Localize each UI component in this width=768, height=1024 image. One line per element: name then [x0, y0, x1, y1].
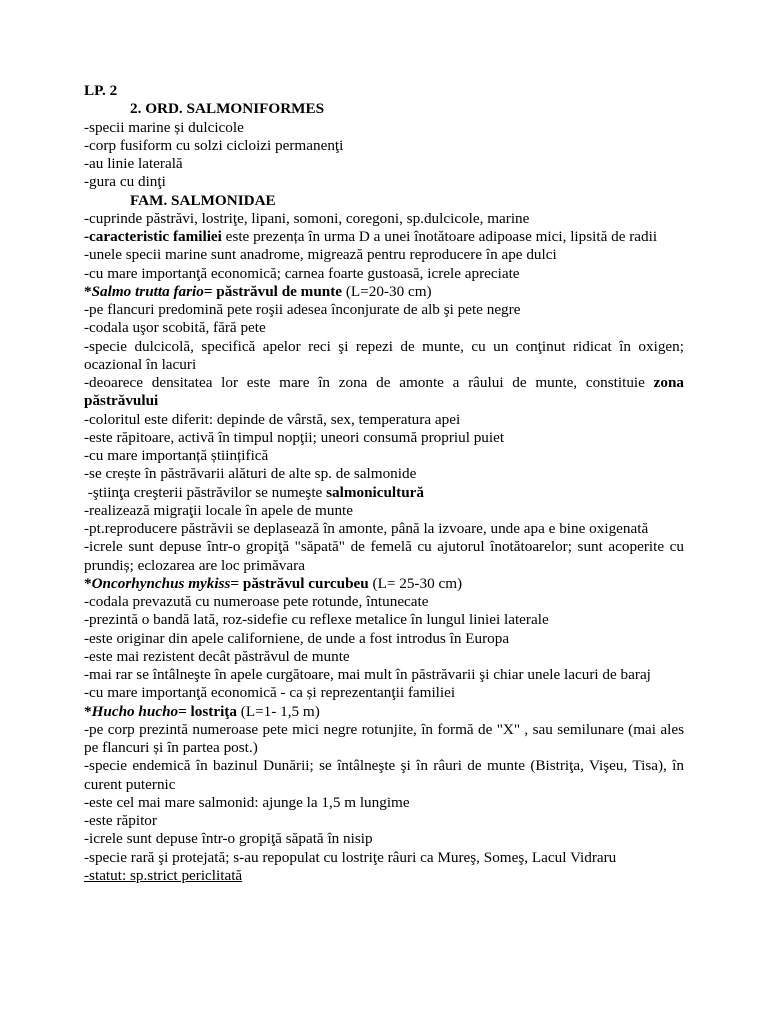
species-line	[84, 484, 684, 502]
lab-label: LP. 2	[84, 82, 118, 99]
species-line-text: -ştiinţa creşterii păstrăvilor se numeşte	[84, 483, 327, 501]
species-line: -codala uşor scobită, fără pete	[84, 319, 266, 337]
order-trait: -corp fusiform cu solzi cicloizi permanenţi	[84, 136, 344, 154]
species-line: -cu mare importanță științifică	[84, 447, 269, 464]
species-line: -este răpitoare, activă în timpul nopţii; uneori consumă propriul puiet	[84, 428, 505, 446]
order-trait: -gura cu dinţi	[84, 173, 166, 191]
species-line: -mai rar se întâlneşte în apele curgătoare, mai mult în păstrăvarii şi chiar unele lacuri de baraj	[84, 666, 651, 683]
species-line: -pe flancuri predomină pete roşii adesea înconjurate de alb şi pete negre	[84, 301, 521, 318]
species-heading-oncorhynchus	[84, 575, 684, 593]
species-line	[84, 374, 684, 411]
species-line: -coloritul este diferit: depinde de vârstă, sex, temperatura apei	[84, 410, 461, 428]
species-line: -prezintă o bandă lată, roz-sidefie cu reflexe metalice în lungul liniei laterale	[84, 611, 549, 629]
species-line: -realizează migraţii locale în apele de munte	[84, 501, 354, 519]
species-line: -icrele sunt depuse într-o gropiţă săpată în nisip	[84, 830, 373, 848]
species-size: (L=20-30 cm)	[342, 282, 432, 300]
species-star: *	[84, 702, 92, 720]
species-latin-name: Hucho hucho	[91, 702, 179, 720]
species-line-emphasis: salmonicultură	[326, 483, 424, 501]
species-common-name: = lostriţa	[178, 702, 237, 720]
species-line: -este originar din apele californiene, de unde a fost introdus în Europa	[84, 629, 510, 647]
species-line-emphasis: zona păstrăvului	[84, 374, 684, 410]
species-line: -este mai rezistent decât păstrăvul de munte	[84, 647, 350, 665]
species-line: -pe corp prezintă numeroase pete mici negre rotunjite, în formă de "X" , sau semilunare (mai ales pe flancuri și în partea post.)	[84, 720, 684, 756]
species-heading-hucho	[84, 703, 684, 721]
order-trait: -au linie laterală	[84, 155, 183, 172]
species-common-name: = păstrăvul curcubeu	[230, 574, 369, 592]
species-line: -specie dulcicolă, specifică apelor reci şi repezi de munte, cu un conţinut ridicat în oxigen; ocazional în lacuri	[84, 337, 684, 373]
species-line: -specie endemică în bazinul Dunării; se întâlneşte şi în râuri de munte (Bistriţa, Vişeu, Tisa), în curent puternic	[84, 757, 684, 793]
family-line: -cu mare importanţă economică; carnea foarte gustoasă, icrele apreciate	[84, 264, 520, 282]
family-line: -unele specii marine sunt anadrome, migrează pentru reproducere în ape dulci	[84, 246, 557, 264]
conservation-status: -statut: sp.strict periclitată	[84, 866, 243, 884]
species-line: -pt.reproducere păstrăvii se deplasează în amonte, până la izvoare, unde apa e bine oxigenată	[84, 520, 649, 537]
species-star: *	[84, 574, 92, 592]
species-line: -este răpitor	[84, 812, 157, 829]
species-line: -este cel mai mare salmonid: ajunge la 1,5 m lungime	[84, 793, 410, 811]
species-heading-salmo	[84, 283, 684, 301]
species-star: *	[84, 282, 92, 300]
species-size: (L=1- 1,5 m)	[236, 702, 320, 720]
family-heading: FAM. SALMONIDAE	[130, 191, 276, 209]
species-latin-name: Salmo trutta fario	[91, 282, 204, 300]
order-heading: 2. ORD. SALMONIFORMES	[130, 100, 325, 118]
order-trait: -specii marine și dulcicole	[84, 118, 244, 136]
species-common-name: = păstrăvul de munte	[203, 282, 343, 300]
species-line: -se crește în păstrăvarii alături de alte sp. de salmonide	[84, 465, 417, 483]
species-line: -cu mare importanţă economică - ca și reprezentanţii familiei	[84, 684, 456, 702]
family-characteristic	[84, 228, 684, 246]
species-line: -codala prevazută cu numeroase pete rotunde, întunecate	[84, 593, 429, 610]
species-latin-name: Oncorhynchus mykiss	[91, 574, 231, 592]
species-line: -specie rară şi protejată; s-au repopulat cu lostriţe râuri ca Mureş, Someş, Lacul Vidraru	[84, 848, 617, 866]
family-characteristic-label: -caracteristic familiei	[84, 228, 222, 245]
family-line: -cuprinde păstrăvi, lostriţe, lipani, somoni, coregoni, sp.dulcicole, marine	[84, 209, 530, 227]
family-characteristic-text: este prezența în urma D a unei înotătoare adipoase mici, lipsită de radii	[221, 228, 658, 245]
document-page	[84, 82, 684, 885]
species-line: -icrele sunt depuse într-o gropiţă "săpată" de femelă cu ajutorul înotătoarelor; sunt acoperite cu prundiș; eclozarea are loc primăvara	[84, 538, 684, 574]
species-line-text: -deoarece densitatea lor este mare în zona de amonte a râului de munte, constituie	[84, 374, 654, 391]
species-size: (L= 25-30 cm)	[368, 574, 463, 592]
